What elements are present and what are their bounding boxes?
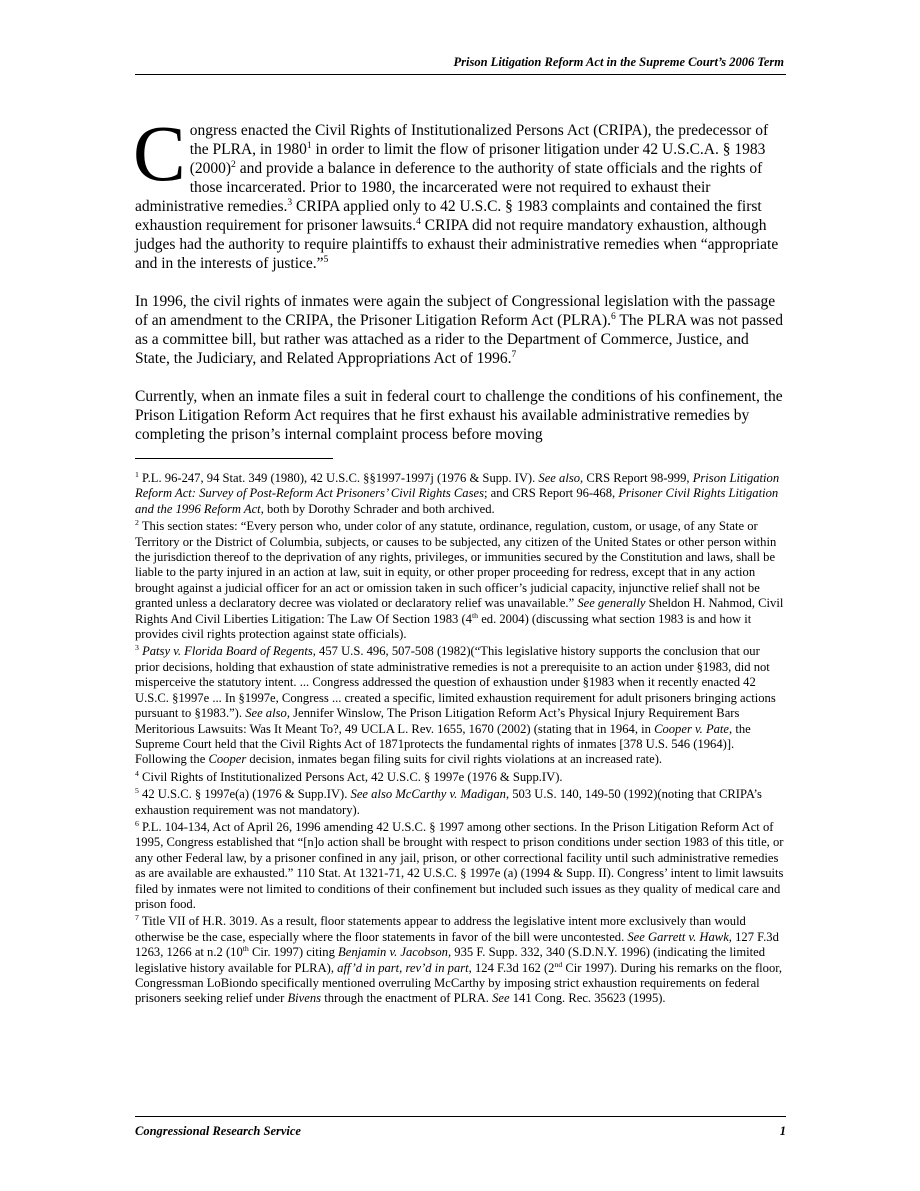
page-footer	[135, 1116, 786, 1143]
footnote-ref-6[interactable]: 6	[611, 310, 616, 322]
footnote-ref-3[interactable]: 3	[287, 196, 293, 208]
footnote-7: $^7$ Title VII of H.R. 3019. As a result, floor statements appear to address the legislative intent more exclusively than would otherwise be the case, especially where the floor statements in favor of the bill were uncontested. See Garrett v. Hawk, 127 F.3d 1263, 1266 at n.2 (10th Cir. 1997) citing Benjamin v. Jacobson, 935 F. Supp. 332, 340 (S.D.N.Y. 1996) (indicating the limited legislative history available for PLRA), aff’d in part, rev’d in part, 124 F.3d 162 (2nd Cir 1997). During his remarks on the floor, Congressman LoBiondo specifically mentioned overruling McCarthy by imposing strict exhaustion requirements on federal prisoners seeking relief under Bivens through the enactment of PLRA. See 141 Cong. Rec. 35623 (1995).	[135, 913, 783, 1006]
footnote-ref-5[interactable]: 5	[323, 253, 329, 265]
footnote-ref-1[interactable]: 1	[306, 139, 312, 151]
footnote-ref-7[interactable]: 7	[511, 348, 517, 360]
running-header	[135, 52, 786, 75]
footnotes	[135, 471, 786, 1009]
body-text	[133, 111, 786, 463]
paragraph-1: Congress enacted the Civil Rights of Institutionalized Persons Act (CRIPA), the predecessor of the PLRA, in 1980$^1$ in order to limit the flow of prisoner litigation under 42 U.S.C.A. § 1983 $(2000)^2$ and provide a balance in deference to the authority of state officials and the rights of those incarcerated. Prior to 1980, the incarcerated were not required to exhaust their administrative remedies.$^3$ CRIPA applied only to 42 U.S.C. § 1983 complaints and contained the first exhaustion requirement for prisoner lawsuits.$^4$ CRIPA did not require mandatory exhaustion, although judges had the authority to require plaintiffs to exhaust their administrative remedies when “appropriate and in the interests of justice.”$^5$	[133, 111, 779, 272]
footnote-4: $^4$ Civil Rights of Institutionalized Persons Act, 42 U.S.C. § 1997e (1976 & Supp.IV).	[135, 768, 563, 784]
running-title: Prison Litigation Reform Act in the Supreme Court’s 2006 Term	[453, 55, 784, 69]
footnote-6: $^6$ P.L. 104-134, Act of April 26, 1996 amending 42 U.S.C. § 1997 among other sections. In the Prison Litigation Reform Act of 1995, Congress established that “[n]o action shall be brought with respect to prison conditions under section 1983 of this title, or any other Federal law, by a prisoner confined in any jail, prison, or other correctional facility until such administrative remedies as are available are exhausted.” 110 Stat. At 1321-71, 42 U.S.C. § 1997e (a) (1994 & Supp. II). Congress’ intent to limit lawsuits filed by inmates were not limited to conditions of their confinement but included such issues as they quality of medical care and prison food.	[135, 818, 784, 911]
drop-cap: C	[133, 111, 186, 198]
publisher-name: Congressional Research Service	[135, 1124, 301, 1138]
footnote-ref-4[interactable]: 4	[416, 215, 421, 227]
footnote-5: $^5$ 42 U.S.C. § 1997e(a) (1976 & Supp.IV). See also McCarthy v. Madigan, 503 U.S. 140, 149-50 (1992)(noting that CRIPA’s exhaustion requirement was not mandatory).	[135, 785, 762, 817]
footnote-3: $^3$ Patsy v. Florida Board of Regents, 457 U.S. 496, 507-508 (1982)(“This legislative history supports the conclusion that our prior decisions, holding that exhaustion of state administrative remedies is not a prerequisite to an action under §1983, did not misperceive the statutory intent. ... Congress addressed the question of exhaustion under §1983 when it recently enacted 42 U.S.C. §1997e ... In §1997e, Congress ... created a specific, limited exhaustion requirement for adult prisoners bringing actions pursuant to §1983.”). See also, Jennifer Winslow, The Prison Litigation Reform Act’s Physical Injury Requirement Bars Meritorious Lawsuits: Was It Meant To?, 49 UCLA L. Rev. 1655, 1670 (2002) (stating that in 1964, in Cooper v. Pate, the Supreme Court held that the Civil Rights Act of 1871protects the fundamental rights of inmates [378 U.S. 546 (1964)]. Following the Cooper decision, inmates began filing suits for civil rights violations at an increased rate).	[135, 643, 776, 767]
paragraph-2: In 1996, the civil rights of inmates were again the subject of Congressional legislation with the passage of an amendment to the CRIPA, the Prisoner Litigation Reform Act (PLRA).$^6$ The PLRA was not passed as a committee bill, but rather was attached as a rider to the Department of Commerce, Justice, and State, the Judiciary, and Related Appropriations Act of 1996.$^7$	[135, 293, 783, 367]
paragraph-3: Currently, when an inmate files a suit in federal court to challenge the conditions of his confinement, the Prison Litigation Reform Act requires that he first exhaust his available administrative remedies by completing the prison’s internal complaint process before moving	[135, 388, 783, 443]
footnote-2: $^2$ This section states: “Every person who, under color of any statute, ordinance, regulation, custom, or usage, of any State or Territory or the District of Columbia, subjects, or causes to be subjected, any citizen of the United States or other person within the jurisdiction thereof to the deprivation of any rights, privileges, or immunities secured by the Constitution and laws, shall be liable to the party injured in an action at law, suit in equity, or other proper proceeding for redress, except that in any action brought against a judicial officer for an act or omission taken in such officer’s judicial capacity, injunctive relief shall not be granted unless a declaratory decree was violated or declaratory relief was unavailable.” See generally Sheldon H. Nahmod, Civil Rights And Civil Liberties Litigation: The Law Of Section 1983 (4th ed. 2004) (discussing what section 1983 is and how it provides civil rights protection against state officials).	[135, 518, 784, 642]
footnote-separator	[135, 458, 333, 459]
footnote-ref-2[interactable]: 2	[231, 158, 236, 170]
footnote-1: $^1$ P.L. 96-247, 94 Stat. 349 (1980), 42 U.S.C. §§1997-1997j (1976 & Supp. IV). See also, CRS Report 98-999, Prison Litigation Reform Act: Survey of Post-Reform Act Prisoners’ Civil Rights Cases; and CRS Report 96-468, Prisoner Civil Rights Litigation and the 1996 Reform Act, both by Dorothy Schrader and both archived.	[135, 469, 780, 516]
page-number: 1	[779, 1124, 786, 1138]
